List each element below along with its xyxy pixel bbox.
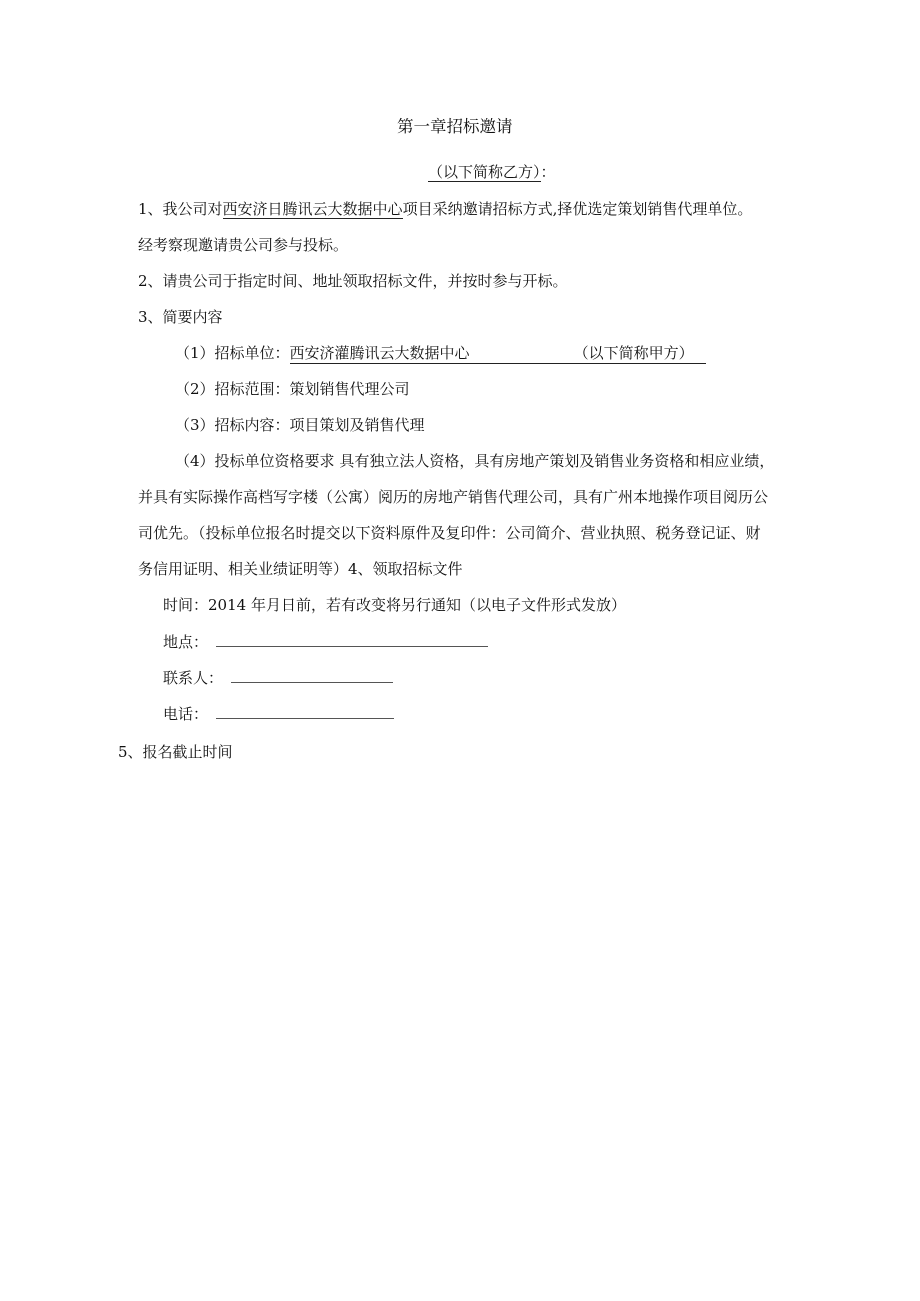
page-title: 第一章招标邀请 [397,117,513,136]
item-5: 5、报名截止时间 [118,743,233,761]
contact-label: 联系人： [163,669,224,687]
time-line: 时间：2014 年月日前，若有改变将另行通知（以电子文件形式发放） [163,596,626,614]
sub-item-3: （3）招标内容：项目策划及销售代理 [175,416,425,434]
phone-row [163,704,394,724]
item-1-line2: 经考察现邀请贵公司参与投标。 [138,236,349,254]
tender-unit: 西安济灌腾讯云大数据中心 [289,344,470,362]
sub-item-4-line1: （4）投标单位资格要求 具有独立法人资格，具有房地产策划及销售业务资格和相应业绩， [175,452,775,470]
addressee: （以下简称乙方） [428,163,541,181]
tender-unit-note: （以下简称甲方） [573,344,694,362]
item-1-prefix: 1、我公司对 [138,200,223,218]
item-2: 2、请贵公司于指定时间、地址领取招标文件，并按时参与开标。 [138,272,568,290]
sub-item-4-line3: 司优先。（投标单位报名时提交以下资料原件及复印件：公司简介、营业执照、税务登记证、财 [138,524,761,542]
addressee-colon: ： [540,163,556,181]
sub-item-4-line4: 务信用证明、相关业绩证明等）4、领取招标文件 [138,560,463,578]
phone-blank [216,704,394,719]
item-3: 3、简要内容 [138,308,223,326]
contact-blank [231,668,393,683]
item-1 [138,199,752,219]
addressee-line [428,162,556,182]
sub-item-4-line2: 并具有实际操作高档写字楼（公寓）阅历的房地产销售代理公司，具有广州本地操作项目阅历公 [138,488,769,506]
location-blank [216,632,488,647]
tender-unit-field [290,343,706,364]
location-row [163,632,488,652]
sub-item-2: （2）招标范围：策划销售代理公司 [175,380,410,398]
contact-row [163,668,393,688]
item-1-suffix: 项目采纳邀请招标方式,择优选定策划销售代理单位。 [402,200,753,218]
sub-item-1-label: （1）招标单位： [175,344,290,362]
sub-item-1 [175,343,706,364]
project-name: 西安济日腾讯云大数据中心 [222,200,403,218]
phone-label: 电话： [163,705,209,723]
location-label: 地点： [163,633,209,651]
